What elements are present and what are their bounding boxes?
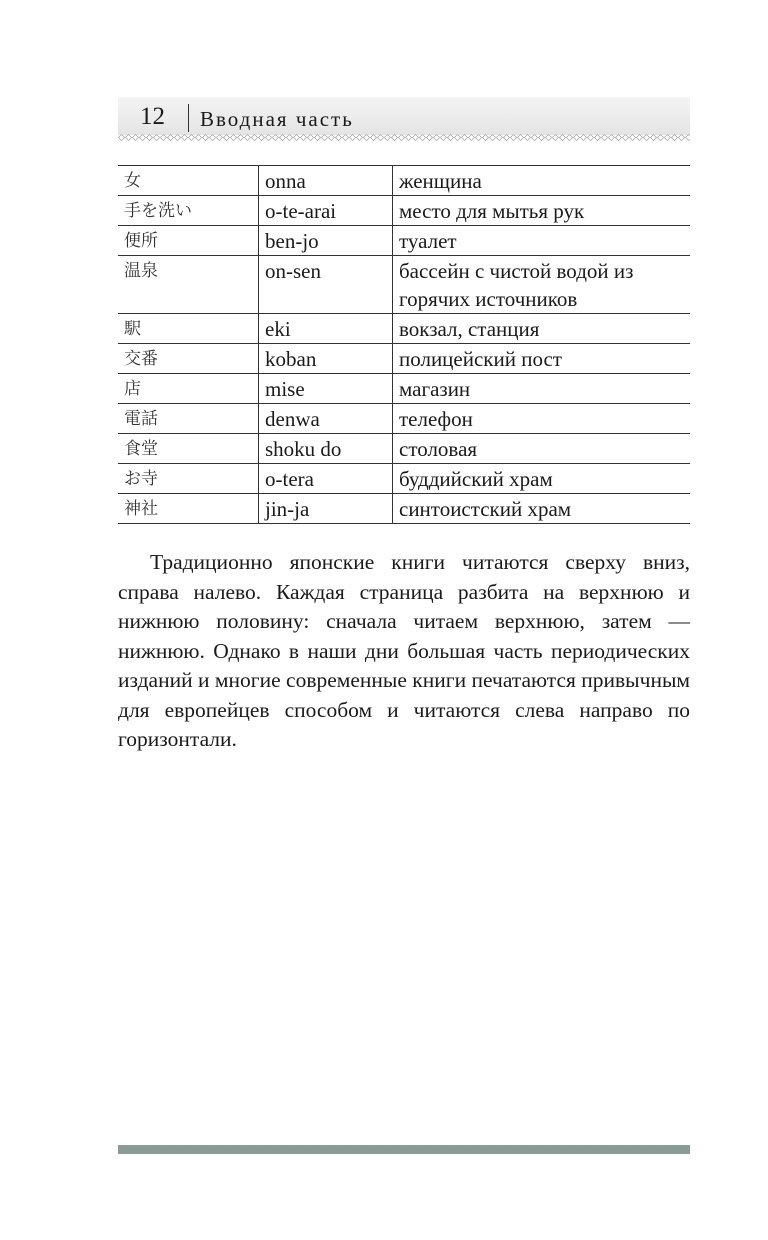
translation-cell: вокзал, станция xyxy=(393,314,691,344)
translation-cell: место для мытья рук xyxy=(393,196,691,226)
kanji-cell: お寺 xyxy=(118,464,259,494)
translation-cell: телефон xyxy=(393,404,691,434)
kanji-cell: 便所 xyxy=(118,226,259,256)
translation-cell: синтоистский храм xyxy=(393,494,691,524)
diamond-ornament-border xyxy=(118,134,690,141)
table-row xyxy=(118,256,690,314)
table-row xyxy=(118,196,690,226)
kanji-cell: 交番 xyxy=(118,344,259,374)
running-header xyxy=(118,97,690,135)
romaji-cell: koban xyxy=(259,344,393,374)
kanji-cell: 手を洗い xyxy=(118,196,259,226)
vocabulary-table xyxy=(118,165,690,524)
kanji-cell: 食堂 xyxy=(118,434,259,464)
translation-cell: бассейн с чистой водой из горячих источников xyxy=(393,256,691,314)
romaji-cell: shoku do xyxy=(259,434,393,464)
table-row xyxy=(118,226,690,256)
romaji-cell: mise xyxy=(259,374,393,404)
table-row xyxy=(118,314,690,344)
translation-cell: женщина xyxy=(393,166,691,196)
kanji-cell: 神社 xyxy=(118,494,259,524)
kanji-cell: 駅 xyxy=(118,314,259,344)
page-number: 12 xyxy=(140,103,165,130)
romaji-cell: onna xyxy=(259,166,393,196)
table-row xyxy=(118,404,690,434)
romaji-cell: ben-jo xyxy=(259,226,393,256)
translation-cell: полицейский пост xyxy=(393,344,691,374)
kanji-cell: 温泉 xyxy=(118,256,259,314)
table-row xyxy=(118,494,690,524)
romaji-cell: on-sen xyxy=(259,256,393,314)
kanji-cell: 電話 xyxy=(118,404,259,434)
translation-cell: буддийский храм xyxy=(393,464,691,494)
translation-cell: магазин xyxy=(393,374,691,404)
kanji-cell: 女 xyxy=(118,166,259,196)
table-row xyxy=(118,464,690,494)
table-row xyxy=(118,166,690,196)
header-divider xyxy=(188,104,189,132)
romaji-cell: denwa xyxy=(259,404,393,434)
romaji-cell: o-tera xyxy=(259,464,393,494)
translation-cell: туалет xyxy=(393,226,691,256)
footer-bar xyxy=(118,1145,690,1154)
body-paragraph: Традиционно японские книги читаются сверху вниз, справа налево. Каждая страница разбита на верхнюю и нижнюю половину: сначала читаем верхнюю, затем — нижнюю. Однако в наши дни большая часть периодических изданий и многие современные книги печатаются привычным для европейцев способом и читаются слева направо по горизонтали. xyxy=(118,550,690,751)
table-row xyxy=(118,434,690,464)
section-title: Вводная часть xyxy=(200,107,354,131)
romaji-cell: eki xyxy=(259,314,393,344)
romaji-cell: o-te-arai xyxy=(259,196,393,226)
romaji-cell: jin-ja xyxy=(259,494,393,524)
kanji-cell: 店 xyxy=(118,374,259,404)
table-row xyxy=(118,344,690,374)
translation-cell: столовая xyxy=(393,434,691,464)
table-row xyxy=(118,374,690,404)
